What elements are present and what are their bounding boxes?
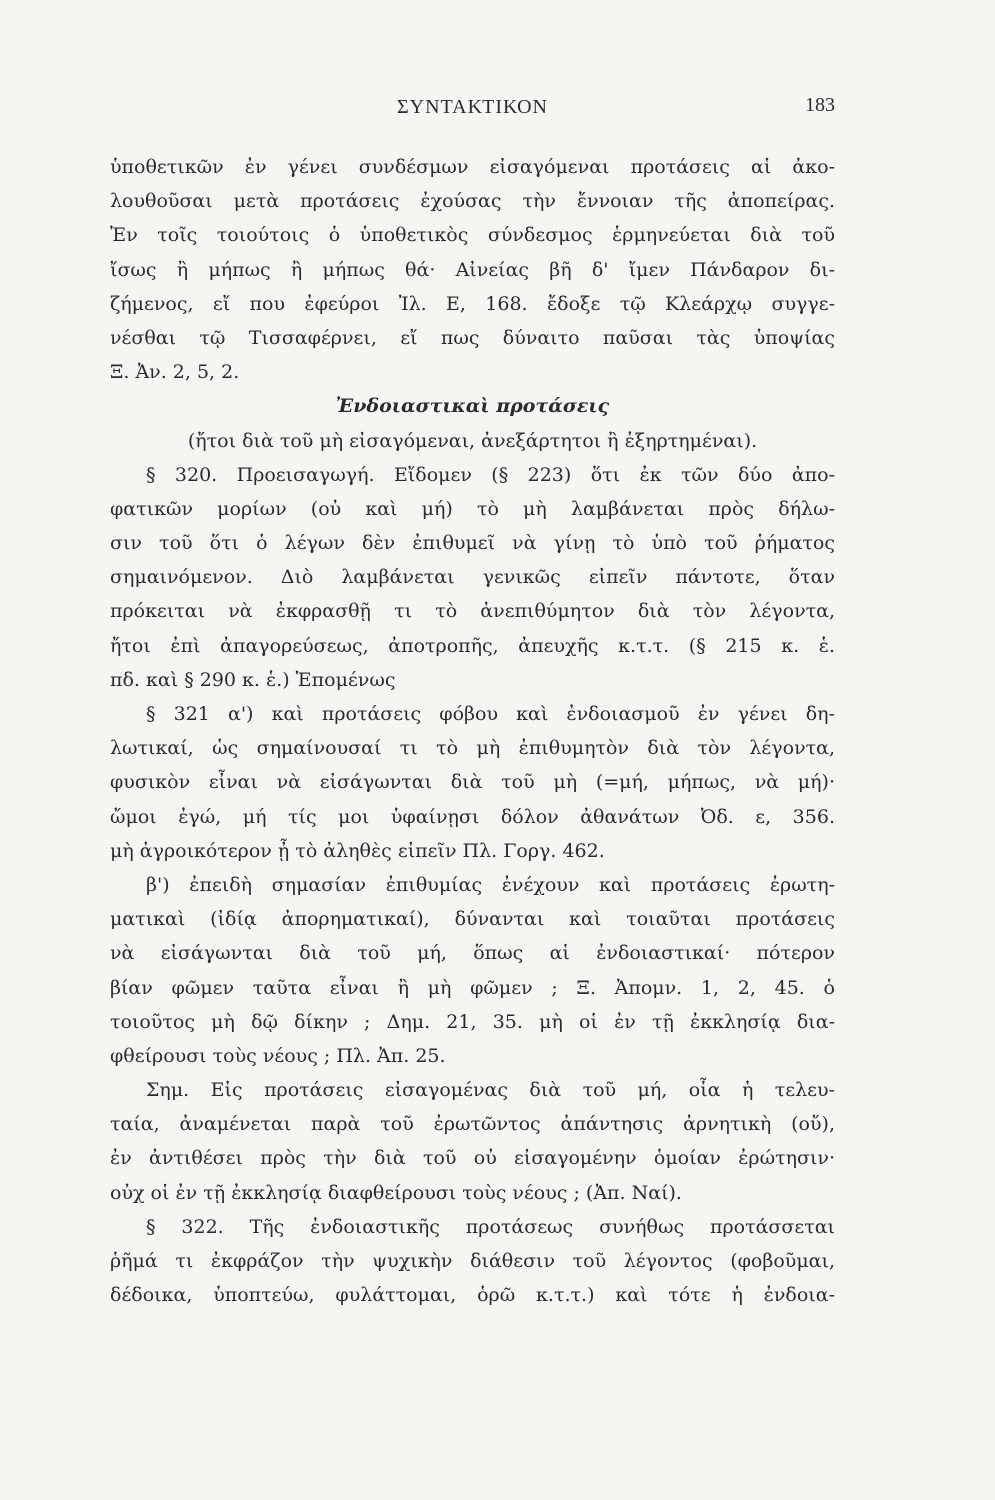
text-line: ὑποθετικῶν ἐν γένει συνδέσμων εἰσαγόμεναι προτάσεις αἱ ἀκο-: [110, 156, 835, 178]
text-line: ὤμοι ἐγώ, μή τίς μοι ὑφαίνῃσι δόλον ἀθανάτων Ὀδ. ε, 356.: [110, 805, 835, 828]
paragraph-320: § 320. Προεισαγωγή. Εἴδομεν (§ 223) ὅτι ἐκ τῶν δύο ἀπο-: [146, 463, 835, 486]
text-line: σιν τοῦ ὅτι ὁ λέγων δὲν ἐπιθυμεῖ νὰ γίνῃ τὸ ὑπὸ τοῦ ῥήματος: [110, 532, 835, 555]
text-line: νέσθαι τῷ Τισσαφέρνει, εἴ πως δύναιτο παῦσαι τὰς ὑποψίας: [110, 326, 835, 349]
text-line: ἴσως ἢ μήπως ἢ μήπως θά· Αἰνείας βῆ δ' ἴμεν Πάνδαρον δι-: [110, 258, 835, 281]
paragraph-321b: β') ἐπειδὴ σημασίαν ἐπιθυμίας ἐνέχουν καὶ προτάσεις ἐρωτη-: [146, 873, 835, 896]
text-line: μὴ ἀγροικότερον ᾖ τὸ ἀληθὲς εἰπεῖν Πλ. Γοργ. 462.: [110, 839, 605, 862]
paragraph-322: § 322. Τῆς ἐνδοιαστικῆς προτάσεως συνήθως προτάσσεται: [146, 1215, 835, 1238]
text-line: Ἐν τοῖς τοιούτοις ὁ ὑποθετικὸς σύνδεσμος ἑρμηνεύεται διὰ τοῦ: [110, 224, 835, 247]
text-line: Ξ. Ἀν. 2, 5, 2.: [110, 361, 240, 384]
text-line: λουθοῦσαι μετὰ προτάσεις ἐχούσας τὴν ἔννοιαν τῆς ἀποπείρας.: [110, 190, 835, 213]
text-line: φθείρουσι τοὺς νέους ; Πλ. Ἀπ. 25.: [110, 1044, 446, 1067]
body-text: [110, 150, 835, 1312]
text-line: τοιοῦτος μὴ δῷ δίκην ; Δημ. 21, 35. μὴ οἱ ἐν τῇ ἐκκλησίᾳ δια-: [110, 1010, 835, 1033]
text-line: ταία, ἀναμένεται παρὰ τοῦ ἐρωτῶντος ἀπάντησις ἀρνητικὴ (οὔ),: [110, 1113, 835, 1136]
text-line: ῥῆμά τι ἐκφράζον τὴν ψυχικὴν διάθεσιν τοῦ λέγοντος (φοβοῦμαι,: [110, 1250, 835, 1272]
text-line: δέδοικα, ὑποπτεύω, φυλάττομαι, ὁρῶ κ.τ.τ.) καὶ τότε ἡ ἐνδοια-: [110, 1284, 835, 1307]
paragraph-321: § 321 α') καὶ προτάσεις φόβου καὶ ἐνδοιασμοῦ ἐν γένει δη-: [146, 703, 835, 725]
text-line: ζήμενος, εἴ που ἐφεύροι Ἰλ. Ε, 168. ἔδοξε τῷ Κλεάρχῳ συγγε-: [110, 292, 835, 315]
note-paragraph: Σημ. Εἰς προτάσεις εἰσαγομένας διὰ τοῦ μή, οἷα ἡ τελευ-: [146, 1079, 835, 1102]
text-line: λωτικαί, ὡς σημαίνουσαί τι τὸ μὴ ἐπιθυμητὸν διὰ τὸν λέγοντα,: [110, 737, 835, 760]
text-line: νὰ εἰσάγωνται διὰ τοῦ μή, ὅπως αἱ ἐνδοιαστικαί· πότερον: [110, 942, 835, 965]
text-line: φυσικὸν εἶναι νὰ εἰσάγωνται διὰ τοῦ μὴ (=μή, μήπως, νὰ μή)·: [110, 771, 835, 794]
text-line: πρόκειται νὰ ἐκφρασθῇ τι τὸ ἀνεπιθύμητον διὰ τὸν λέγοντα,: [110, 600, 835, 623]
section-heading: Ἐνδοιαστικαὶ προτάσεις: [335, 395, 610, 418]
text-line: ἐν ἀντιθέσει πρὸς τὴν διὰ τοῦ οὐ εἰσαγομένην ὁμοίαν ἐρώτησιν·: [110, 1147, 835, 1170]
running-title: ΣΥΝΤΑΚΤΙΚΟΝ: [397, 96, 548, 118]
page-header: [110, 92, 835, 126]
text-line: (ἤτοι διὰ τοῦ μὴ εἰσαγόμεναι, ἀνεξάρτητοι ἢ ἐξηρτημέναι).: [187, 429, 758, 452]
text-line: βίαν φῶμεν ταῦτα εἶναι ἢ μὴ φῶμεν ; Ξ. Ἀπομν. 1, 2, 45. ὁ: [110, 976, 835, 999]
text-line: οὐχ οἱ ἐν τῇ ἐκκλησίᾳ διαφθείρουσι τοὺς νέους ; (Ἀπ. Ναί).: [110, 1181, 682, 1204]
text-line: ματικαὶ (ἰδίᾳ ἀπορηματικαί), δύνανται καὶ τοιαῦται προτάσεις: [110, 908, 835, 931]
text-line: πδ. καὶ § 290 κ. ἑ.) Ἑπομένως: [110, 668, 396, 691]
page-number: 183: [805, 94, 835, 116]
text-line: σημαινόμενον. Διὸ λαμβάνεται γενικῶς εἰπεῖν πάντοτε, ὅταν: [110, 566, 835, 589]
text-line: ἤτοι ἐπὶ ἀπαγορεύσεως, ἀποτροπῆς, ἀπευχῆς κ.τ.τ. (§ 215 κ. ἑ.: [110, 634, 835, 657]
text-line: φατικῶν μορίων (οὐ καὶ μή) τὸ μὴ λαμβάνεται πρὸς δήλω-: [110, 497, 835, 520]
